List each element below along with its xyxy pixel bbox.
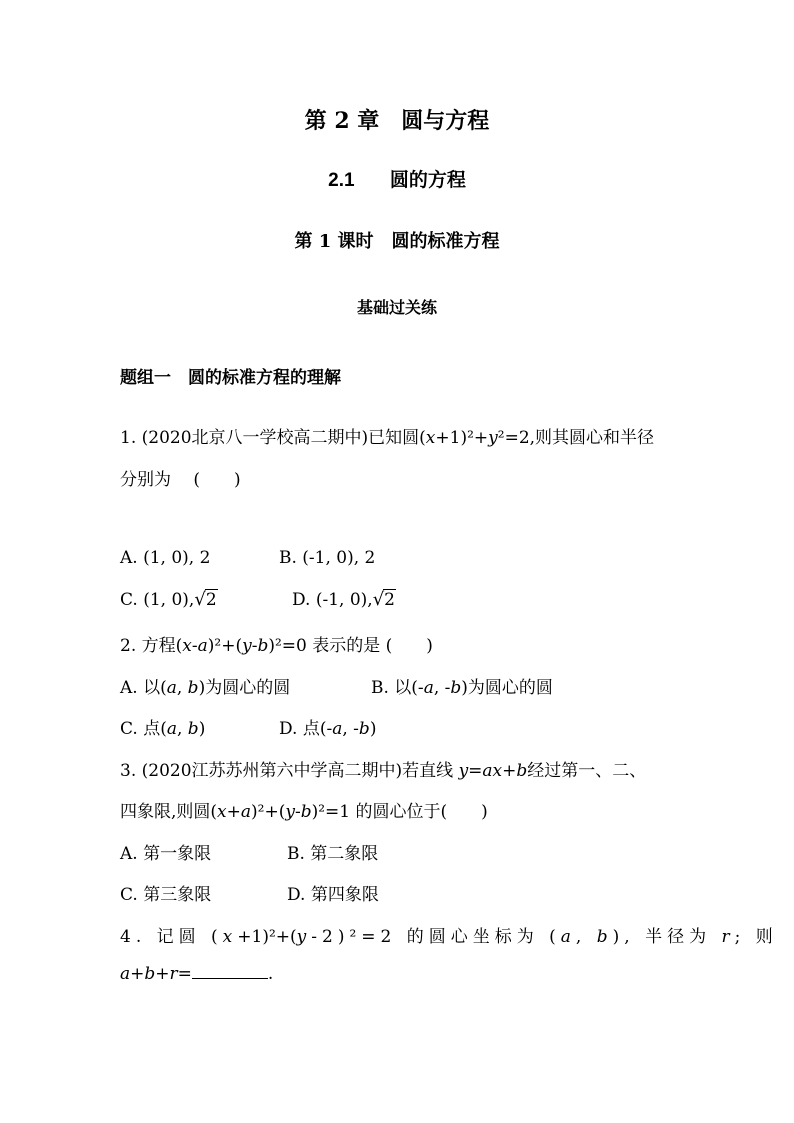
q2-opt-var: a <box>166 678 177 698</box>
q2-opt-text: , <box>176 719 188 739</box>
group-title: 题组一 圆的标准方程的理解 <box>120 368 341 388</box>
question-3-line-1 <box>120 756 646 781</box>
q1-var-y: y <box>488 428 498 448</box>
section-name: 圆的方程 <box>389 169 466 191</box>
q2-option-c <box>120 714 205 739</box>
sqrt-symbol: √2 <box>194 589 217 610</box>
q3-text: + <box>226 802 241 822</box>
q3-var: y <box>458 761 469 781</box>
q1-option-a: A. (1, 0), 2 <box>120 548 211 568</box>
q3-text: + <box>502 761 517 781</box>
q4-var: y <box>296 927 312 947</box>
q4-var: b <box>144 964 156 984</box>
q2-opt-var: a <box>423 678 434 698</box>
q1-text: +1)²+ <box>435 428 489 448</box>
q2-var: x <box>182 636 192 656</box>
q3-var: y <box>285 802 295 822</box>
question-1-line-1 <box>120 423 654 448</box>
q4-text: + <box>130 964 145 984</box>
q1-option-b: B. (-1, 0), 2 <box>279 548 376 568</box>
q1-option-d <box>292 589 396 610</box>
q1-option-c <box>120 589 218 610</box>
q2-opt-text: )为圆心的圆 <box>198 678 291 698</box>
q3-var: x <box>217 802 227 822</box>
q3-var: b <box>300 802 312 822</box>
chapter-title: 第 2 章 圆与方程 <box>304 108 490 134</box>
q2-opt-text: ) <box>369 719 377 739</box>
lesson-title: 第 1 课时 圆的标准方程 <box>294 231 500 252</box>
q2-var: b <box>257 636 269 656</box>
question-4-line-1 <box>120 922 778 947</box>
q3-option-a: A. 第一象限 <box>120 844 212 864</box>
q4-text: , <box>575 927 597 947</box>
q4-var: a <box>120 964 131 984</box>
section-title <box>0 165 794 192</box>
sqrt-value: 2 <box>384 590 395 610</box>
q3-option-d: D. 第四象限 <box>287 885 379 905</box>
q1-option-c-text: C. (1, 0), <box>120 590 195 610</box>
q2-text: )²+( <box>207 636 243 656</box>
q2-opt-text: , <box>176 678 188 698</box>
q2-text: - <box>191 636 198 656</box>
q2-opt-text: )为圆心的圆 <box>461 678 553 698</box>
q3-text: )²=1 的圆心位于( ) <box>311 802 488 822</box>
q2-option-b <box>371 673 553 698</box>
sqrt-value: 2 <box>205 590 217 610</box>
q4-text: + <box>155 964 170 984</box>
q2-opt-var: a <box>332 719 343 739</box>
q2-option-d <box>279 714 376 739</box>
q4-var: r <box>169 964 178 984</box>
q2-opt-text: C. 点( <box>120 719 167 739</box>
sqrt-symbol: √2 <box>372 589 395 610</box>
q3-text: = <box>468 761 483 781</box>
q2-opt-var: b <box>187 678 199 698</box>
q2-opt-text: A. 以( <box>120 678 167 698</box>
q2-opt-var: b <box>187 719 199 739</box>
section-number: 2.1 <box>328 170 355 191</box>
q2-opt-var: a <box>166 719 177 739</box>
q2-text: - <box>251 636 258 656</box>
q2-opt-var: b <box>450 678 462 698</box>
question-3-line-2 <box>120 797 488 822</box>
q3-text: - <box>294 802 301 822</box>
q4-text: +1)²+( <box>237 927 297 947</box>
q2-opt-text: , - <box>342 719 359 739</box>
q2-opt-text: , - <box>433 678 451 698</box>
q2-text: )²=0 表示的是 ( ) <box>268 636 433 656</box>
q2-text: 2. 方程( <box>120 636 183 656</box>
q2-opt-text: D. 点(- <box>279 719 333 739</box>
question-4-line-2 <box>120 964 273 984</box>
q4-text: ; 则 <box>734 927 778 947</box>
q3-text: )²+( <box>251 802 286 822</box>
subsection-title: 基础过关练 <box>356 298 437 317</box>
q4-text: 4. 记圆 ( <box>120 927 223 947</box>
q4-text: ), 半径为 <box>612 927 722 947</box>
q1-text: ²=2,则其圆心和半径 <box>497 428 655 448</box>
question-1-line-2: 分别为 ( ) <box>120 470 241 490</box>
q3-text: 3. (2020江苏苏州第六中学高二期中)若直线 <box>120 761 459 781</box>
q4-var: r <box>721 927 735 947</box>
q3-var: ax <box>482 761 503 781</box>
question-2 <box>120 631 433 656</box>
q4-var: x <box>222 927 238 947</box>
q3-text: 经过第一、二、 <box>527 761 647 781</box>
q3-text: 四象限,则圆( <box>120 802 218 822</box>
q2-option-a <box>120 673 290 698</box>
q2-opt-var: b <box>358 719 370 739</box>
answer-blank[interactable] <box>192 964 268 979</box>
q2-var: a <box>197 636 208 656</box>
q3-option-c: C. 第三象限 <box>120 885 212 905</box>
q2-var: y <box>242 636 252 656</box>
q4-var: a <box>560 927 576 947</box>
q3-option-b: B. 第二象限 <box>287 844 379 864</box>
q3-var: b <box>516 761 528 781</box>
q1-var-x: x <box>425 428 436 448</box>
q4-var: b <box>596 927 613 947</box>
q4-text: . <box>267 964 274 984</box>
q4-text: -2)²=2 的圆心坐标为 ( <box>311 927 561 947</box>
q4-text: = <box>177 964 192 984</box>
q1-option-d-text: D. (-1, 0), <box>292 590 373 610</box>
q2-opt-text: B. 以(- <box>371 678 424 698</box>
q2-opt-text: ) <box>198 719 206 739</box>
q1-text: 1. (2020北京八一学校高二期中)已知圆( <box>120 428 426 448</box>
q3-var: a <box>240 802 252 822</box>
